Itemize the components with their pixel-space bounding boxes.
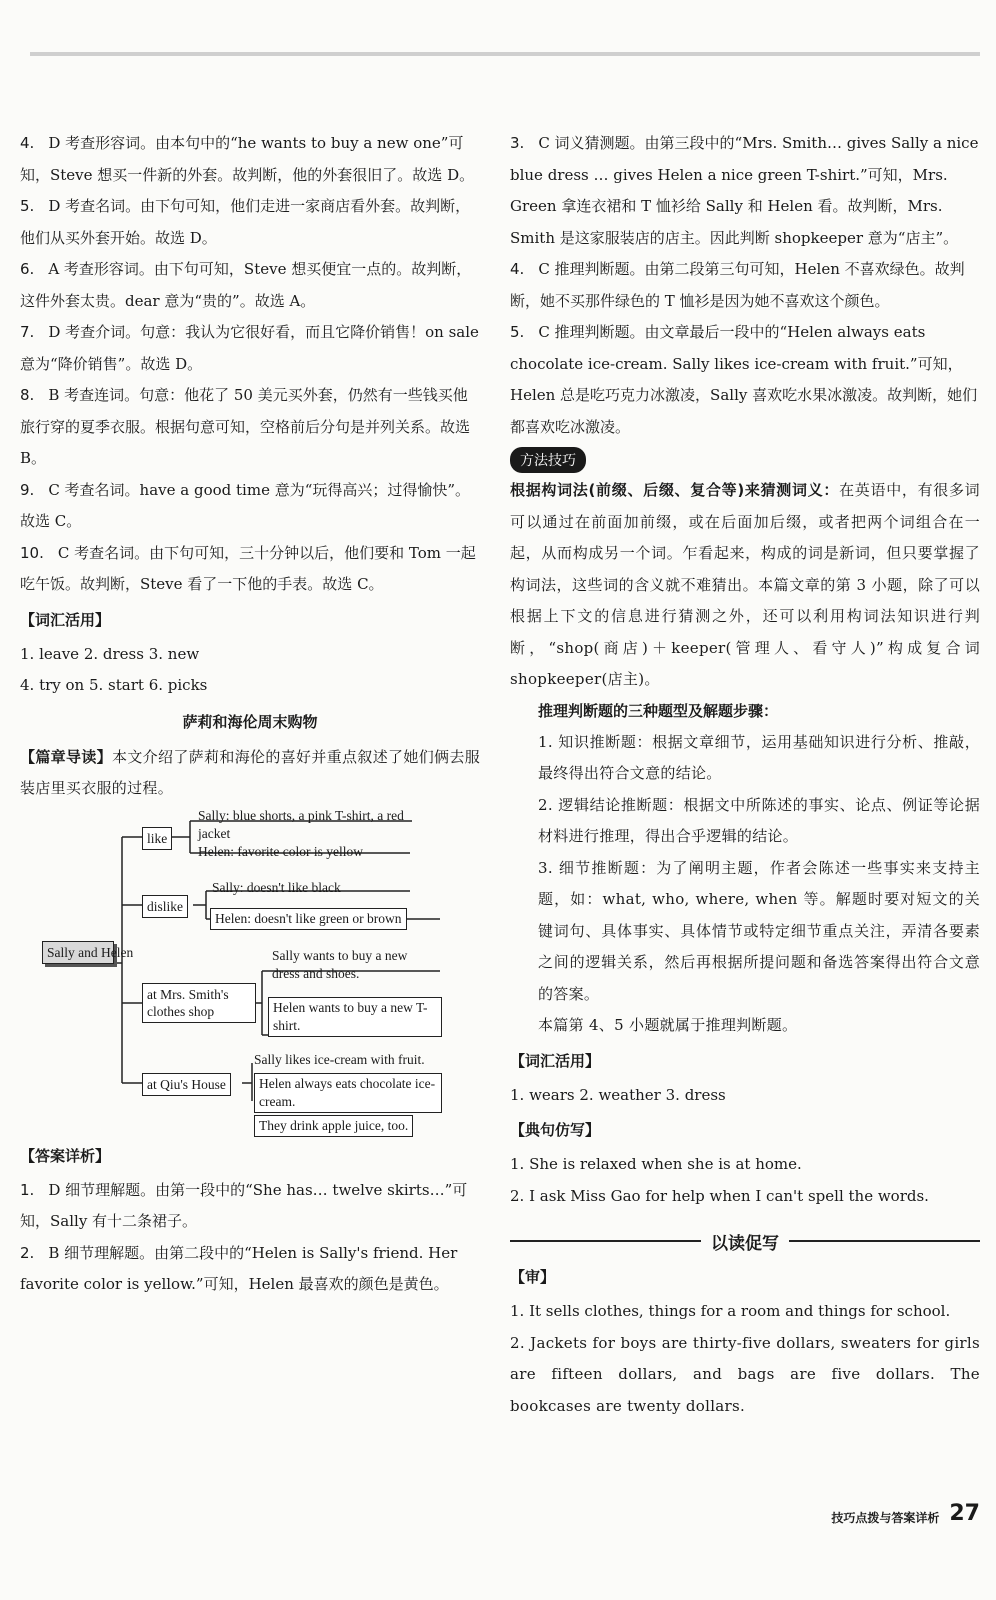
page-number: 27 — [949, 1501, 980, 1526]
mind-map — [20, 807, 480, 1109]
infer-item: 1. 知识推断题：根据文章细节，运用基础知识进行分析、推敲，最终得出符合文意的结论。 — [538, 732, 980, 782]
mind-map-dislike: dislike — [142, 895, 188, 918]
mind-map-house: at Qiu's House — [142, 1073, 231, 1096]
method-text: 在英语中，有很多词可以通过在前面加前缀，或在后面加后缀，或者把两个词组合在一起，从而构成另一个词。乍看起来，构成的词是新词，但只要掌握了构词法，这些词的含义就不难猜出。本篇文章的第 3 小题，除了可以根据上下文的信息进行猜测之外，还可以利用构词法知识进行判断，“shop(商店)＋keeper(管理人、看守人)”构成复合词 shopkeeper(店主)。 — [510, 481, 980, 688]
like-sally: Sally: blue shorts, a pink T-shirt, a red jacket — [198, 807, 404, 841]
sentence-heading: 【典句仿写】 — [510, 1121, 601, 1139]
answer-item: 9. C 考查名词。have a good time 意为“玩得高兴；过得愉快”。故选 C。 — [20, 480, 471, 530]
mind-map-root: Sally and Helen — [42, 941, 114, 964]
house-both: They drink apple juice, too. — [254, 1115, 413, 1137]
infer-item: 2. 逻辑结论推断题：根据文中所陈述的事实、论点、例证等论据材料进行推理，得出合乎逻辑的结论。 — [538, 795, 980, 845]
infer-note: 本篇第 4、5 小题就属于推理判断题。 — [538, 1016, 798, 1034]
top-rule — [30, 52, 980, 56]
guide-paragraph — [20, 742, 480, 805]
dislike-sally: Sally: doesn't like black — [212, 879, 341, 895]
guide-text: 本文介绍了萨莉和海伦的喜好并重点叙述了她们俩去服装店里买衣服的过程。 — [20, 747, 480, 797]
house-sally: Sally likes ice-cream with fruit. — [254, 1051, 425, 1067]
right-column — [510, 128, 980, 1422]
method-tag: 方法技巧 — [510, 447, 586, 473]
left-column — [20, 128, 480, 1301]
write-banner — [510, 1226, 980, 1256]
banner-line — [510, 1240, 701, 1242]
method-paragraph — [510, 475, 980, 696]
vocab-heading: 【词汇活用】 — [510, 1051, 601, 1070]
mind-map-shop: at Mrs. Smith's clothes shop — [142, 983, 256, 1023]
vocab-heading: 【词汇活用】 — [20, 610, 111, 629]
shop-sally: Sally wants to buy a new dress and shoes. — [272, 947, 408, 981]
answer-item: 8. B 考查连词。句意：他花了 50 美元买外套，仍然有一些钱买他旅行穿的夏季衣服。根据句意可知，空格前后分句是并列关系。故选 B。 — [20, 386, 471, 467]
like-helen: Helen: favorite color is yellow — [198, 843, 363, 859]
answer-item: 3. C 词义猜测题。由第三段中的“Mrs. Smith… gives Sally a nice blue dress … gives Helen a nice green T-shirt.”可知，Mrs. Green 拿连衣裙和 T 恤衫给 Sally 和 Helen 看。故判断，Mrs. Smith 是这家服装店的店主。因此判断 shopkeeper 意为“店主”。 — [510, 134, 979, 247]
answer-item: 5. C 推理判断题。由文章最后一段中的“Helen always eats chocolate ice-cream. Sally likes ice-cream with fruit.”可知，Helen 总是吃巧克力冰激凌，Sally 喜欢吃水果冰激凌。故判断，她们都喜欢吃冰激凌。 — [510, 323, 978, 436]
answer-item: 6. A 考查形容词。由下句可知，Steve 想买便宜一点的。故判断，这件外套太贵。dear 意为“贵的”。故选 A。 — [20, 260, 472, 310]
guide-heading: 【篇章导读】 — [20, 747, 113, 766]
answer-item: 5. D 考查名词。由下句可知，他们走进一家商店看外套。故判断，他们从买外套开始。故选 D。 — [20, 197, 471, 247]
review-item: 2. Jackets for boys are thirty-five dollars, sweaters for girls are fifteen dollars, and bags are five dollars. The bookcases are twenty dollars. — [510, 1333, 980, 1415]
vocab-line: 1. wears 2. weather 3. dress — [510, 1085, 726, 1104]
detail-heading: 【答案详析】 — [20, 1146, 111, 1165]
answer-item: 7. D 考查介词。句意：我认为它很好看，而且它降价销售！on sale 意为“降价销售”。故选 D。 — [20, 323, 479, 373]
answers-part-a — [20, 128, 480, 601]
answer-item: 4. D 考查形容词。由本句中的“he wants to buy a new one”可知，Steve 想买一件新的外套。故判断，他的外套很旧了。故选 D。 — [20, 134, 475, 184]
sentence-item: 1. She is relaxed when she is at home. — [510, 1155, 802, 1173]
banner-line — [789, 1240, 980, 1242]
vocab-line: 1. leave 2. dress 3. new — [20, 644, 200, 663]
vocab-line: 4. try on 5. start 6. picks — [20, 676, 208, 694]
answer-item: 4. C 推理判断题。由第二段第三句可知，Helen 不喜欢绿色。故判断，她不买那件绿色的 T 恤衫是因为她不喜欢这个颜色。 — [510, 260, 965, 310]
mind-map-like: like — [142, 827, 172, 850]
answer-item: 10. C 考查名词。由下句可知，三十分钟以后，他们要和 Tom 一起吃午饭。故判断，Steve 看了一下他的手表。故选 C。 — [20, 543, 476, 593]
answer-item: 2. B 细节理解题。由第二段中的“Helen is Sally's friend. Her favorite color is yellow.”可知，Helen 最喜欢的颜色是黄色。 — [20, 1243, 458, 1293]
method-bold: 根据构词法(前缀、后缀、复合等)来猜测词义： — [510, 481, 840, 499]
footer-label: 技巧点拨与答案详析 — [831, 1511, 940, 1525]
infer-heading: 推理判断题的三种题型及解题步骤： — [538, 701, 779, 720]
house-helen: Helen always eats chocolate ice-cream. — [254, 1073, 442, 1113]
page-footer — [800, 1496, 980, 1526]
infer-item: 3. 细节推断题：为了阐明主题，作者会陈述一些事实来支持主题，如：what, who, where, when 等。解题时要对短文的关键词句、具体事实、具体情节或特定细节重点关注，弄清各要素之间的逻辑关系，然后再根据所提问题和备选答案得出符合文意的答案。 — [538, 858, 980, 1003]
sentence-item: 2. I ask Miss Gao for help when I can't spell the words. — [510, 1186, 929, 1205]
review-heading: 【审】 — [510, 1268, 556, 1286]
answer-item: 1. D 细节理解题。由第一段中的“She has… twelve skirts…”可知，Sally 有十二条裙子。 — [20, 1180, 468, 1230]
write-banner-title: 以读促写 — [711, 1233, 779, 1254]
dislike-helen: Helen: doesn't like green or brown — [210, 908, 407, 930]
shop-helen: Helen wants to buy a new T-shirt. — [268, 997, 442, 1037]
review-item: 1. It sells clothes, things for a room and things for school. — [510, 1302, 951, 1320]
article-title: 萨莉和海伦周末购物 — [182, 712, 318, 731]
